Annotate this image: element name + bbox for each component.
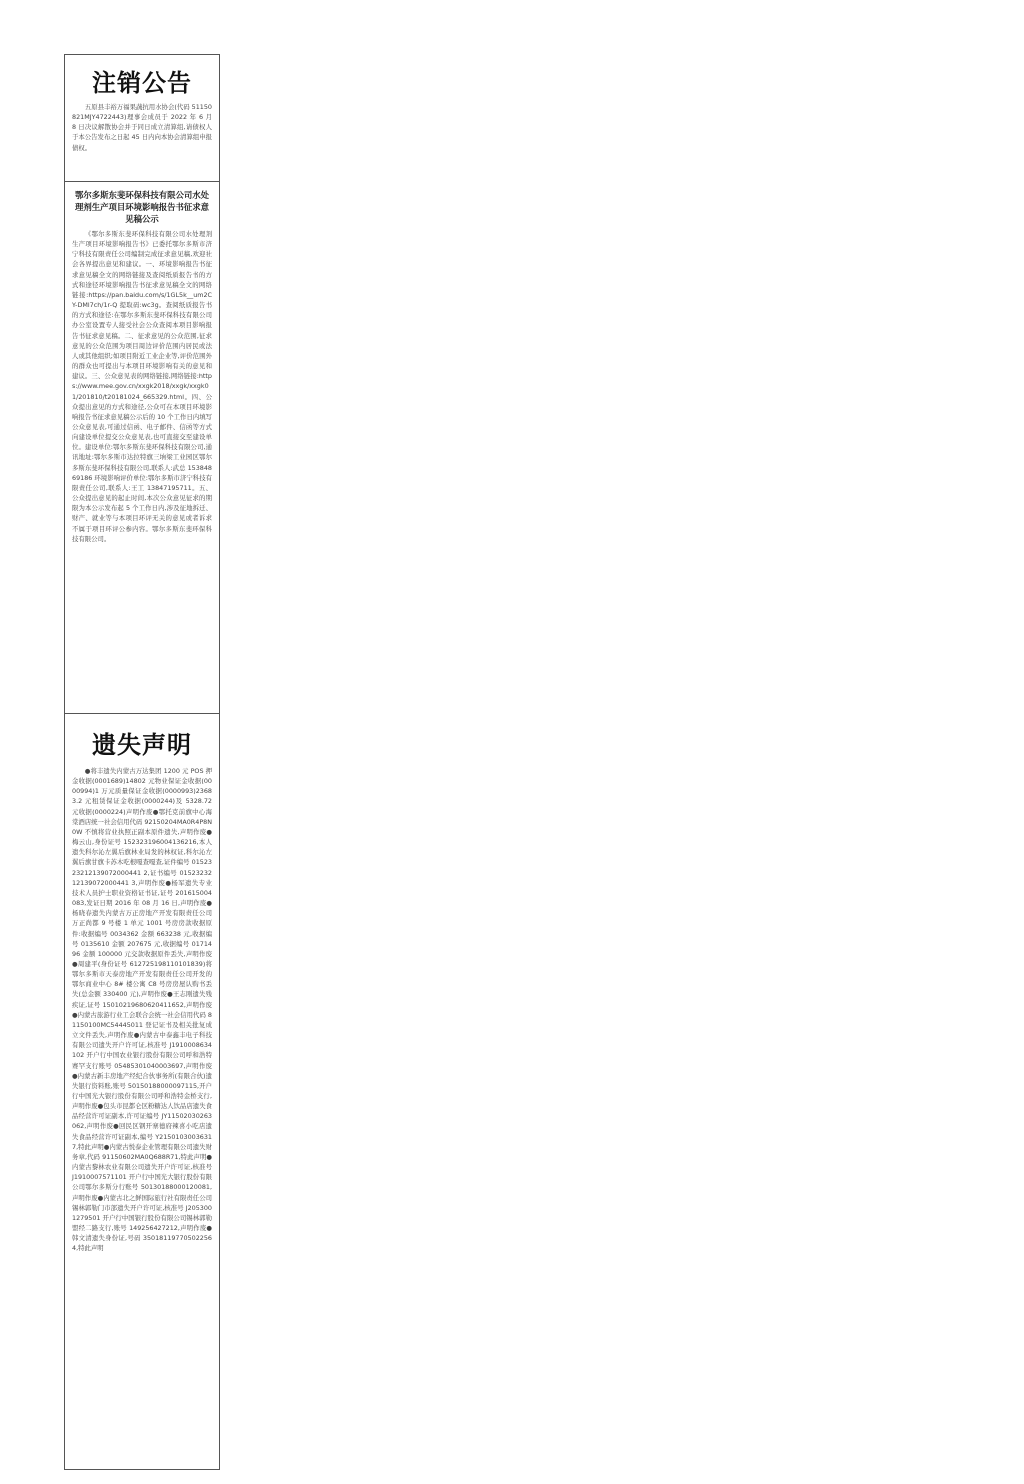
newspaper-column xyxy=(64,54,220,1470)
eia-public-notice xyxy=(65,181,219,714)
lost-declaration xyxy=(65,713,219,1469)
eia-notice-body: 《鄂尔多斯东斐环保科技有限公司水处理剂生产项目环境影响报告书》已委托鄂尔多斯市济宁科技有限责任公司编制完成征求意见稿,欢迎社会各界提出意见和建议。一、环境影响报告书征求意见稿全文的网络链接及查阅纸质报告书的方式和途径环境影响报告书征求意见稿全文的网络链接:https://pan.baidu.com/s/1GL5k__um2CY-DMl7ch/1r-Q 提取码:wc3g。查阅纸质报告书的方式和途径:在鄂尔多斯东斐环保科技有限公司办公室设置专人接受社会公众查阅本项目影响报告书征求意见稿。二、征求意见的公众范围,征求意见的公众范围为项目周边评价范围内居民或法人或其他组织;如项目附近工业企业等,评价范围外的群众也可提出与本项目环境影响有关的意见和建议。三、公众意见表的网络链接,网络链接:https://www.mee.gov.cn/xxgk2018/xxgk/xxgk01/201810/t20181024_665329.html。四、公众提出意见的方式和途径,公众可在本项目环境影响报告书征求意见稿公示后的 10 个工作日内填写公众意见表,可通过信函、电子邮件、信函等方式向建设单位提交公众意见表,也可直接交至建设单位。建设单位:鄂尔多斯东斐环保科技有限公司,通讯地址:鄂尔多斯市达拉特旗三垧梁工业园区鄂尔多斯东斐环保科技有限公司,联系人:武总 15384869186 环境影响评价单位:鄂尔多斯市济宁科技有限责任公司,联系人:王工 13847195711。五、公众提出意见的起止时间,本次公众意见征求的期限为本公示发布起 5 个工作日内,涉及征地拆迁、财产、就业等与本项目环评无关的意见或者诉求不属于项目环评公参内容。鄂尔多斯东斐环保科技有限公司。 xyxy=(72,230,213,543)
cancellation-title: 注销公告 xyxy=(92,68,192,97)
cancellation-body: 五原县丰裕万福果蔬抗用水协会(代码 51150821MJY4722443)理事会成员于 2022 年 6 月 8 日决议解散协会并于同日成立清算组,请债权人于本公告发布之日起 45 日内向本协会清算组申报债权。 xyxy=(72,103,213,152)
lost-declaration-body: ●将丰遗失内蒙古万达集团 1200 元 POS 押金收据(0001689)14802 元物业保证金收据(0000994)1 万元质量保证金收据(0000993)23683.2 元租赁保证金收据(0000244)及 5328.72 元收据(0000224)声明作废●鄂托克前旗中心海棠酒店统一社会信用代码 92150204MA0R4P8N0W 不慎将营业执照正副本原件遗失,声明作废●梅云山,身份证号 152323196004136216,本人遗失科尔沁左翼后旗林业局发的林权证,科尔沁左翼后旗甘旗卡苏木吃根嘎查嘎查,证件编号 0152323212139072000441 2,证书编号 0152323212139072000441 3,声明作废●杨军遗失专业技术人员护士职业资格证书证,证号 201615004083,发证日期 2016 年 08 月 16 日,声明作废●杨晓春遗失内蒙古万正房地产开发有限责任公司万正尚都 9 号楼 1 单元 1001 号房房款收据原件:收据编号 0034362 金额 663238 元,收据编号 0135610 金额 207675 元,收据编号 0171496 金额 100000 元交款收据原件丢失,声明作废●周建平(身份证号 612725198110101839)将鄂尔多斯市天泰房地产开发有限责任公司开发的鄂尔商业中心 8# 楼公寓 C8 号房房屋认购书丢失(总金额 330400 元),声明作废●王志刚遗失残疾证,证号 15010219680620411652,声明作废●内蒙古旅游行业工会联合会统一社会信用代码 81150100MC54445011 登记证书及相关批复成立文件丢失,声明作废●内蒙古中泰鑫丰电子科技有限公司遗失开户许可证,核准号 J1910008634102 开户行中国农业银行股份有限公司呼和浩特赛罕支行账号 05485301040003697,声明作废●内蒙古新丰房地产经纪合伙事务所(有限合伙)遗失银行资料账,账号 50150188000097115,开户行中国光大银行股份有限公司呼和浩特金桥支行,声明作废●包头市昆都仑区粉糖达人饮品店遗失食品经营许可证副本,许可证编号 JY11502030263062,声明作废●回民区钢开寨德府辣喜小吃店遗失食品经营许可证副本,编号 Y21501030036317,特此声明●内蒙古悦泰企业管理有限公司遗失财务章,代码 91150602MA0Q688R71,特此声明●内蒙古黎林农业有限公司遗失开户许可证,核准号 J1910007571101 开户行中国光大银行股份有限公司鄂尔多斯分行账号 50130188000120081,声明作废●内蒙古北之鲜国际旅行社有限责任公司锡林郭勒门市部遗失开户许可证,核准号 J2053001279501 开户行中国银行股份有限公司锡林郭勒盟经二路支行,账号 149256427212,声明作废●韩文清遗失身份证,号码 350181197705022564,特此声明 xyxy=(72,767,213,1253)
cancellation-notice xyxy=(65,55,219,182)
lost-declaration-title: 遗失声明 xyxy=(92,730,192,759)
eia-notice-title: 鄂尔多斯东斐环保科技有限公司水处理剂生产项目环境影响报告书征求意见稿公示 xyxy=(75,190,209,224)
